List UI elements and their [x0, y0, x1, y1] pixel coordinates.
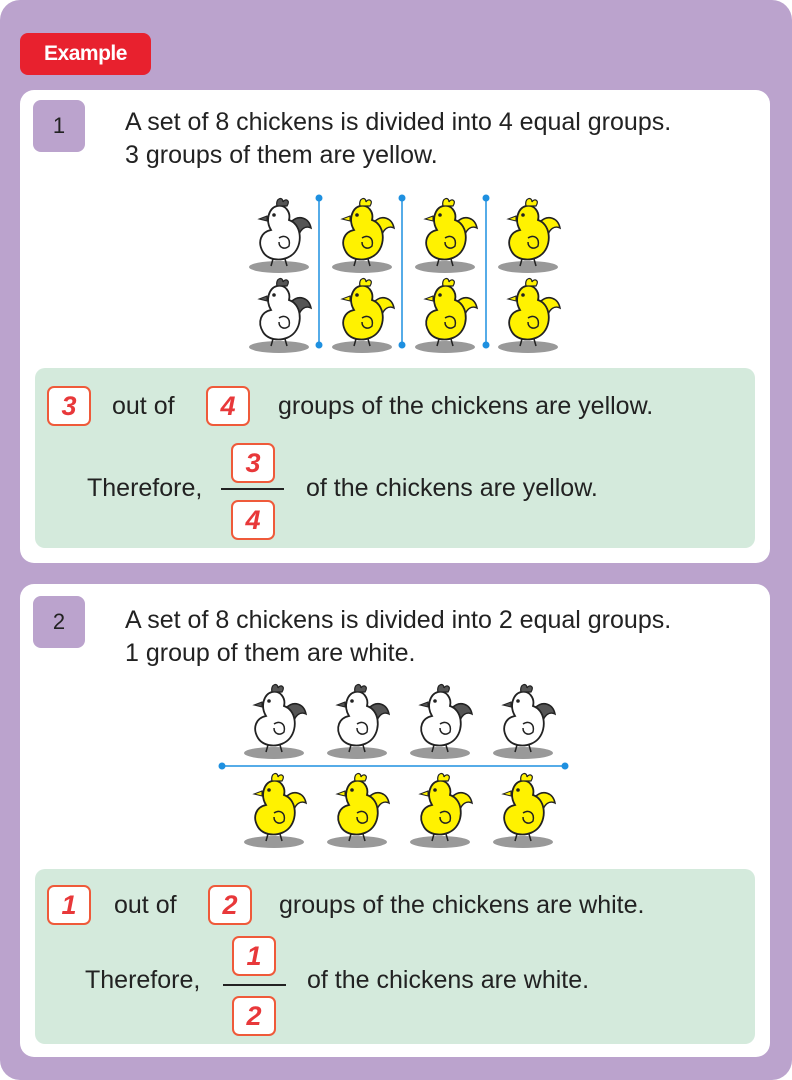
chicken-grid-1	[20, 90, 770, 360]
group-divider-3	[483, 195, 490, 349]
out-of-label-1: out of	[112, 392, 175, 420]
problem-2-panel	[20, 584, 770, 1057]
whole-box-1[interactable]: 4	[206, 386, 250, 426]
chicken-1	[249, 199, 311, 273]
problem-1-line-2: 3 groups of them are yellow.	[125, 141, 438, 169]
chicken-7	[410, 774, 472, 848]
chicken-4	[332, 279, 394, 353]
problem-2-line-1: A set of 8 chickens is divided into 2 equal groups.	[125, 606, 672, 634]
chicken-6	[415, 279, 477, 353]
sentence-end-2: groups of the chickens are white.	[279, 891, 645, 919]
denominator-box-1[interactable]: 4	[231, 500, 275, 540]
sentence-end-1: groups of the chickens are yellow.	[278, 392, 654, 420]
group-divider	[219, 763, 569, 770]
example-tag: Example	[20, 33, 151, 75]
chicken-3	[410, 685, 472, 759]
therefore-label-1: Therefore,	[87, 474, 203, 502]
whole-box-2[interactable]: 2	[208, 885, 252, 925]
part-box-1[interactable]: 3	[47, 386, 91, 426]
chicken-8	[493, 774, 555, 848]
problem-1-panel	[20, 90, 770, 563]
chicken-5	[244, 774, 306, 848]
out-of-label-2: out of	[114, 891, 177, 919]
chicken-1	[244, 685, 306, 759]
conclusion-1: of the chickens are yellow.	[306, 474, 598, 502]
chicken-2	[249, 279, 311, 353]
chicken-3	[332, 199, 394, 273]
part-box-2[interactable]: 1	[47, 885, 91, 925]
denominator-box-2[interactable]: 2	[232, 996, 276, 1036]
problem-1-line-1: A set of 8 chickens is divided into 4 equal groups.	[125, 108, 672, 136]
chicken-4	[493, 685, 555, 759]
fraction-bar-1	[221, 488, 284, 490]
answer-area-1	[35, 368, 755, 548]
chicken-6	[327, 774, 389, 848]
therefore-label-2: Therefore,	[85, 966, 201, 994]
problem-2-number: 2	[33, 596, 85, 648]
chicken-2	[327, 685, 389, 759]
answer-area-2	[35, 869, 755, 1044]
chicken-5	[415, 199, 477, 273]
numerator-box-2[interactable]: 1	[232, 936, 276, 976]
chicken-8	[498, 279, 560, 353]
group-divider-2	[399, 195, 406, 349]
chicken-7	[498, 199, 560, 273]
conclusion-2: of the chickens are white.	[307, 966, 590, 994]
group-divider-1	[316, 195, 323, 349]
numerator-box-1[interactable]: 3	[231, 443, 275, 483]
fraction-bar-2	[223, 984, 286, 986]
problem-1-number: 1	[33, 100, 85, 152]
problem-2-line-2: 1 group of them are white.	[125, 639, 416, 667]
chicken-grid-2	[20, 584, 770, 854]
